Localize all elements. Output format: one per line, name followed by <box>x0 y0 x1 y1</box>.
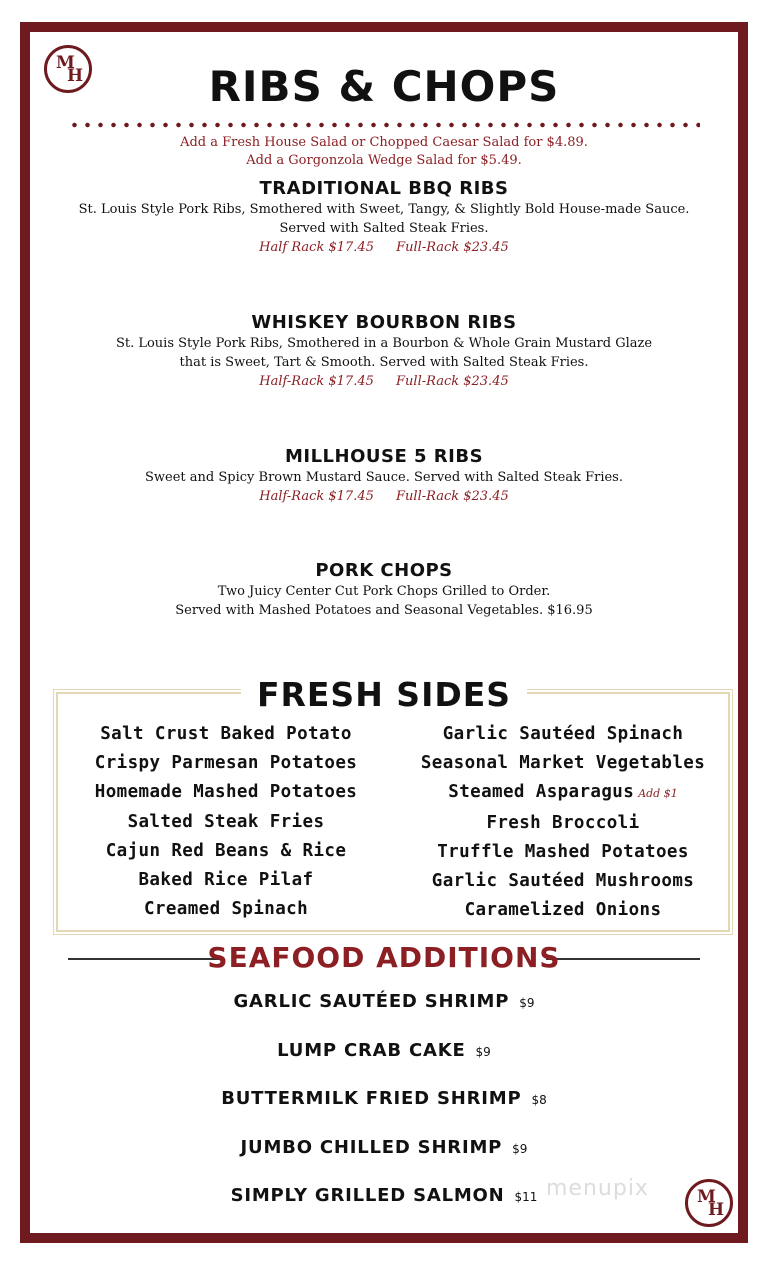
dotted-divider <box>68 122 700 128</box>
item-description: St. Louis Style Pork Ribs, Smothered in a Bourbon & Whole Grain Mustard Glaze <box>115 336 653 351</box>
salad-add-on-note <box>30 134 738 170</box>
logo-letter-m: M <box>56 53 75 73</box>
side-item-label: Steamed Asparagus <box>448 782 635 803</box>
item-name: WHISKEY BOURBON RIBS <box>251 312 517 333</box>
item-description: Served with Mashed Potatoes and Seasonal Vegetables. $16.95 <box>175 603 593 618</box>
item-description: St. Louis Style Pork Ribs, Smothered with Sweet, Tangy, & Slightly Bold House-made Sauce. <box>78 202 690 217</box>
side-item: Fresh Broccoli <box>486 812 640 833</box>
menu-item-bbq-ribs <box>30 178 738 257</box>
price-full-rack: Full-Rack $23.45 <box>396 240 509 255</box>
seafood-name: GARLIC SAUTÉED SHRIMP <box>233 991 510 1012</box>
side-item: Homemade Mashed Potatoes <box>94 782 358 803</box>
side-item: Garlic Sautéed Mushrooms <box>431 871 695 892</box>
side-item: Caramelized Onions <box>464 900 662 921</box>
logo-letter-m: M <box>697 1187 716 1207</box>
price-half-rack: Half-Rack $17.45 <box>259 489 374 504</box>
millhouse-logo <box>685 1179 733 1227</box>
seafood-price: $11 <box>514 1190 538 1204</box>
menu-item-whiskey-bourbon-ribs <box>30 312 738 391</box>
seafood-name: BUTTERMILK FRIED SHRIMP <box>221 1088 522 1109</box>
logo-letter-h: H <box>67 66 84 86</box>
item-name: MILLHOUSE 5 RIBS <box>284 446 484 467</box>
side-item: Baked Rice Pilaf <box>138 870 314 891</box>
seafood-price: $9 <box>512 1141 528 1156</box>
side-item: Truffle Mashed Potatoes <box>437 841 689 862</box>
item-prices <box>30 238 738 257</box>
item-name: TRADITIONAL BBQ RIBS <box>259 178 509 199</box>
seafood-price: $8 <box>531 1093 547 1107</box>
menu-item-millhouse-5-ribs <box>30 446 738 506</box>
seafood-additions-heading <box>68 938 700 978</box>
seafood-item <box>30 982 738 1031</box>
seafood-name: SIMPLY GRILLED SALMON <box>230 1185 505 1206</box>
item-prices <box>30 487 738 506</box>
side-item-asparagus <box>393 778 733 808</box>
menupix-watermark: menupix <box>546 1176 649 1201</box>
seafood-item <box>30 1031 738 1080</box>
fresh-sides-title: FRESH SIDES <box>241 672 527 718</box>
salad-note-line: Add a Fresh House Salad or Chopped Caesar Salad for $4.89. <box>180 135 588 150</box>
logo-letter-h: H <box>708 1200 725 1220</box>
item-prices <box>30 372 738 391</box>
item-description: Two Juicy Center Cut Pork Chops Grilled to Order. <box>217 584 551 599</box>
price-full-rack: Full-Rack $23.45 <box>396 489 509 504</box>
page-title: RIBS & CHOPS <box>208 62 560 111</box>
seafood-name: JUMBO CHILLED SHRIMP <box>240 1136 503 1158</box>
seafood-item <box>30 1079 738 1128</box>
side-item: Creamed Spinach <box>143 899 309 920</box>
price-half-rack: Half Rack $17.45 <box>259 240 374 255</box>
item-description: that is Sweet, Tart & Smooth. Served with Salted Steak Fries. <box>179 355 589 370</box>
side-item: Crispy Parmesan Potatoes <box>94 753 358 774</box>
seafood-additions-title: SEAFOOD ADDITIONS <box>207 941 561 974</box>
item-description: Served with Salted Steak Fries. <box>279 221 489 236</box>
side-item: Salted Steak Fries <box>127 811 325 832</box>
price-full-rack: Full-Rack $23.45 <box>396 374 509 389</box>
side-item: Seasonal Market Vegetables <box>420 753 706 774</box>
side-item: Garlic Sautéed Spinach <box>442 724 684 744</box>
salad-note-line: Add a Gorgonzola Wedge Salad for $5.49. <box>246 153 522 168</box>
fresh-sides-heading <box>30 672 738 718</box>
item-description: Sweet and Spicy Brown Mustard Sauce. Served with Salted Steak Fries. <box>145 470 623 485</box>
sides-column-right <box>393 720 733 925</box>
item-name: PORK CHOPS <box>315 560 453 581</box>
seafood-price: $9 <box>475 1044 491 1059</box>
menu-item-pork-chops <box>30 560 738 620</box>
side-item: Salt Crust Baked Potato <box>100 724 352 744</box>
seafood-name: LUMP CRAB CAKE <box>277 1039 466 1061</box>
seafood-price: $9 <box>519 996 535 1010</box>
asparagus-add-on-price: Add $1 <box>638 787 678 801</box>
menu-page <box>20 22 748 1243</box>
seafood-item <box>30 1128 738 1177</box>
side-item: Cajun Red Beans & Rice <box>105 840 347 861</box>
price-half-rack: Half-Rack $17.45 <box>259 374 374 389</box>
sides-column-left <box>56 720 396 924</box>
